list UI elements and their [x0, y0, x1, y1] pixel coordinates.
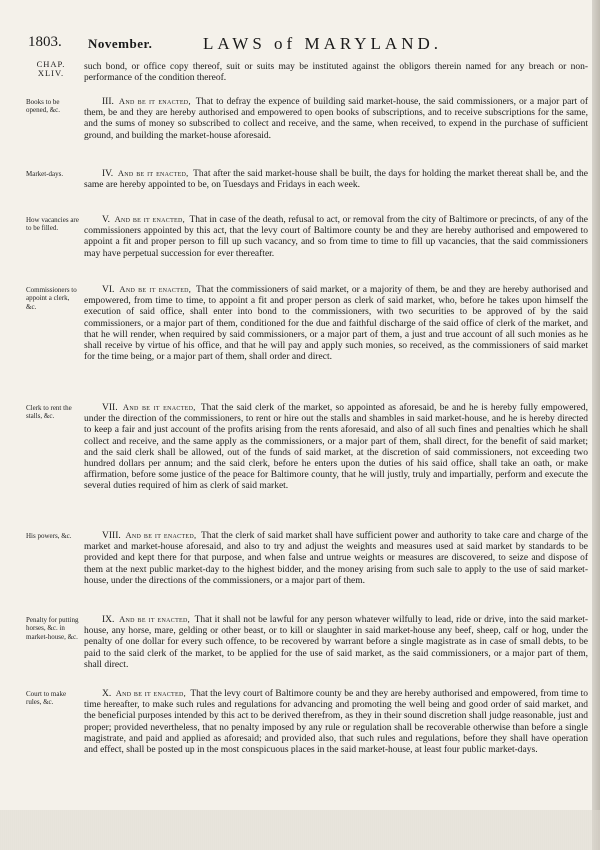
margin-note: Books to be opened, &c. [26, 98, 61, 115]
section-body [84, 284, 588, 363]
section-text: That to defray the expence of building said market-house, the said commissioners, or a major part of them, be and they are hereby authorised and empowered to open books of subscriptions, and to receive subscriptions for the same, and the sums of money so subscribed to collect and receive, and the same, when received, to expend in the purchase of sufficient ground, and building the market-house aforesaid. [84, 97, 589, 141]
section-body [84, 688, 588, 756]
chapter-number: XLIV. [37, 68, 65, 78]
section-number: VIII. [102, 531, 121, 541]
chapter-marker [28, 60, 74, 78]
enacting-clause: And be it enacted, [122, 402, 196, 412]
enacting-clause: And be it enacted, [115, 688, 187, 698]
section-number: III. [102, 97, 114, 107]
margin-note: Clerk to rent the stalls, &c. [26, 404, 72, 421]
section-text: That after the said market-house shall be built, the days for holding the market thereat shall be, and the same are hereby appointed to be, on Tuesdays and Fridays in each week. [84, 169, 588, 191]
section-body [84, 168, 588, 191]
header-month: November. [88, 36, 153, 51]
margin-note: Court to make rules, &c. [26, 690, 67, 707]
section-body [84, 402, 588, 493]
section-number: VI. [102, 285, 115, 295]
section-body [84, 96, 588, 142]
section-text: That the commissioners of said market, or a majority of them, be and they are hereby authorised and empowered, from time to time, to appoint a fit and proper person as clerk of said market, who, before he takes upon himself the execution of said office, shall enter into bond to the commissioners, with two securities to be approved of by the said commissioners, or a major part of them, conditioned for the due and faithful discharge of the said office of clerk of the market, and that he will render, when required by said commissioners, or a major part of them, a just and true account of all such monies as he shall receive by virtue of his office, and that he will pay and apply such monies, so received, as the commissioners of said market for the time being, or a major part of them, shall order and direct. [84, 285, 588, 363]
section-body [84, 214, 588, 260]
chapter-label: CHAP. [36, 59, 66, 69]
enacting-clause: And be it enacted, [117, 168, 189, 178]
enacting-clause: And be it enacted, [119, 614, 191, 624]
margin-note: Commissioners to appoint a clerk, &c. [26, 286, 77, 311]
header-title: LAWS of MARYLAND. [203, 34, 442, 53]
header-year: 1803. [28, 34, 62, 50]
section-text: That the levy court of Baltimore county be and they are hereby authorised and empowered, from time to time hereafter, to make such rules and regulations for advancing and promoting the well being and good order of said market, and the beneficial purposes intended by this act to be derived therefrom, as they in their sound discretion shall judge reasonable, just and proper; provided nevertheless, that no penalty imposed by any rule or regulation shall be recoverable otherwise than before a single magistrate, and paid and applied as aforesaid; and provided also, that such rules and regulations, before they shall have operation and effect, shall be posted up in the most conspicuous places in the said market-house, at least four public market-days. [84, 689, 588, 756]
section-number: V. [102, 215, 111, 225]
page-stack-edge [0, 810, 600, 850]
section-number: VII. [102, 403, 118, 413]
margin-note: Penalty for putting horses, &c. in market-house, &c. [26, 616, 79, 641]
section-text: That the said clerk of the market, so appointed as aforesaid, be and he is hereby fully empowered, under the direction of the commissioners, to rent or hire out the stalls and shambles in said market-house, and he is hereby directed to keep a fair and just account of the profits arising from the rents aforesaid, and also of all such fines and penalties which he shall collect and receive, and the same apply as the commissioners, or a major part of them, shall direct, for the benefit of said market; and the said clerk shall be allowed, out of the funds of said market, at the discretion of said commissioners, not exceeding two hundred dollars per annum; and the said clerk, before he enters upon the duties of his said office, shall take an oath, or make affirmation, before some justice of the peace for Baltimore county, that he will justly, truly and impartially, perform and execute the several duties required of him as clerk of said market. [84, 403, 588, 492]
section-number: X. [102, 689, 112, 699]
intro-paragraph: such bond, or office copy thereof, suit or suits may be instituted against the obligors therein named for any breach or non-performance of the condition thereof. [84, 62, 588, 83]
page-header [28, 34, 588, 58]
margin-note: His powers, &c. [26, 532, 72, 540]
section-number: IV. [102, 169, 114, 179]
enacting-clause: And be it enacted, [119, 284, 192, 294]
margin-note: How vacancies are to be filled. [26, 216, 79, 233]
section-body [84, 530, 588, 587]
section-text: That it shall not be lawful for any person whatever wilfully to lead, ride or drive, into the said market-house, any horse, mare, gelding or other beast, or to kill or slaughter in said market-house any beef, sheep, calf or hog, under the penalty of one dollar for every such offence, to be recovered by warrant before a single magistrate as in case of small debts, to be paid to the said clerk of the market, to be applied for the use of said market, as the said commissioners, or a major part of them, shall direct. [84, 615, 588, 670]
page-edge-shadow [592, 0, 600, 850]
enacting-clause: And be it enacted, [114, 214, 186, 224]
section-text: That the clerk of said market shall have sufficient power and authority to take care and charge of the market and market-house aforesaid, and also to try and adjust the weights and measures used at said market by standards to be provided and kept there for that purpose, and when false and untrue weights or measures are discovered, to seize and dispose of them at the next public market-day to the highest bidder, and the money arising from such sale to apply to the use of said market-house, under the directions of the commissioners, or a major part of them. [84, 531, 588, 586]
enacting-clause: And be it enacted, [125, 530, 197, 540]
section-text: That in case of the death, refusal to act, or removal from the city of Baltimore or precincts, of any of the commissioners appointed by this act, that the levy court of Baltimore county be and they are hereby authorised and empowered to appoint a fit and proper person to fill up such vacancy, and so from time to time to fill up vacancies, that the said commissioners may have perpetual succession for ever thereafter. [84, 215, 588, 259]
section-body [84, 614, 588, 671]
margin-note: Market-days. [26, 170, 64, 178]
enacting-clause: And be it enacted, [118, 96, 191, 106]
section-number: IX. [102, 615, 115, 625]
